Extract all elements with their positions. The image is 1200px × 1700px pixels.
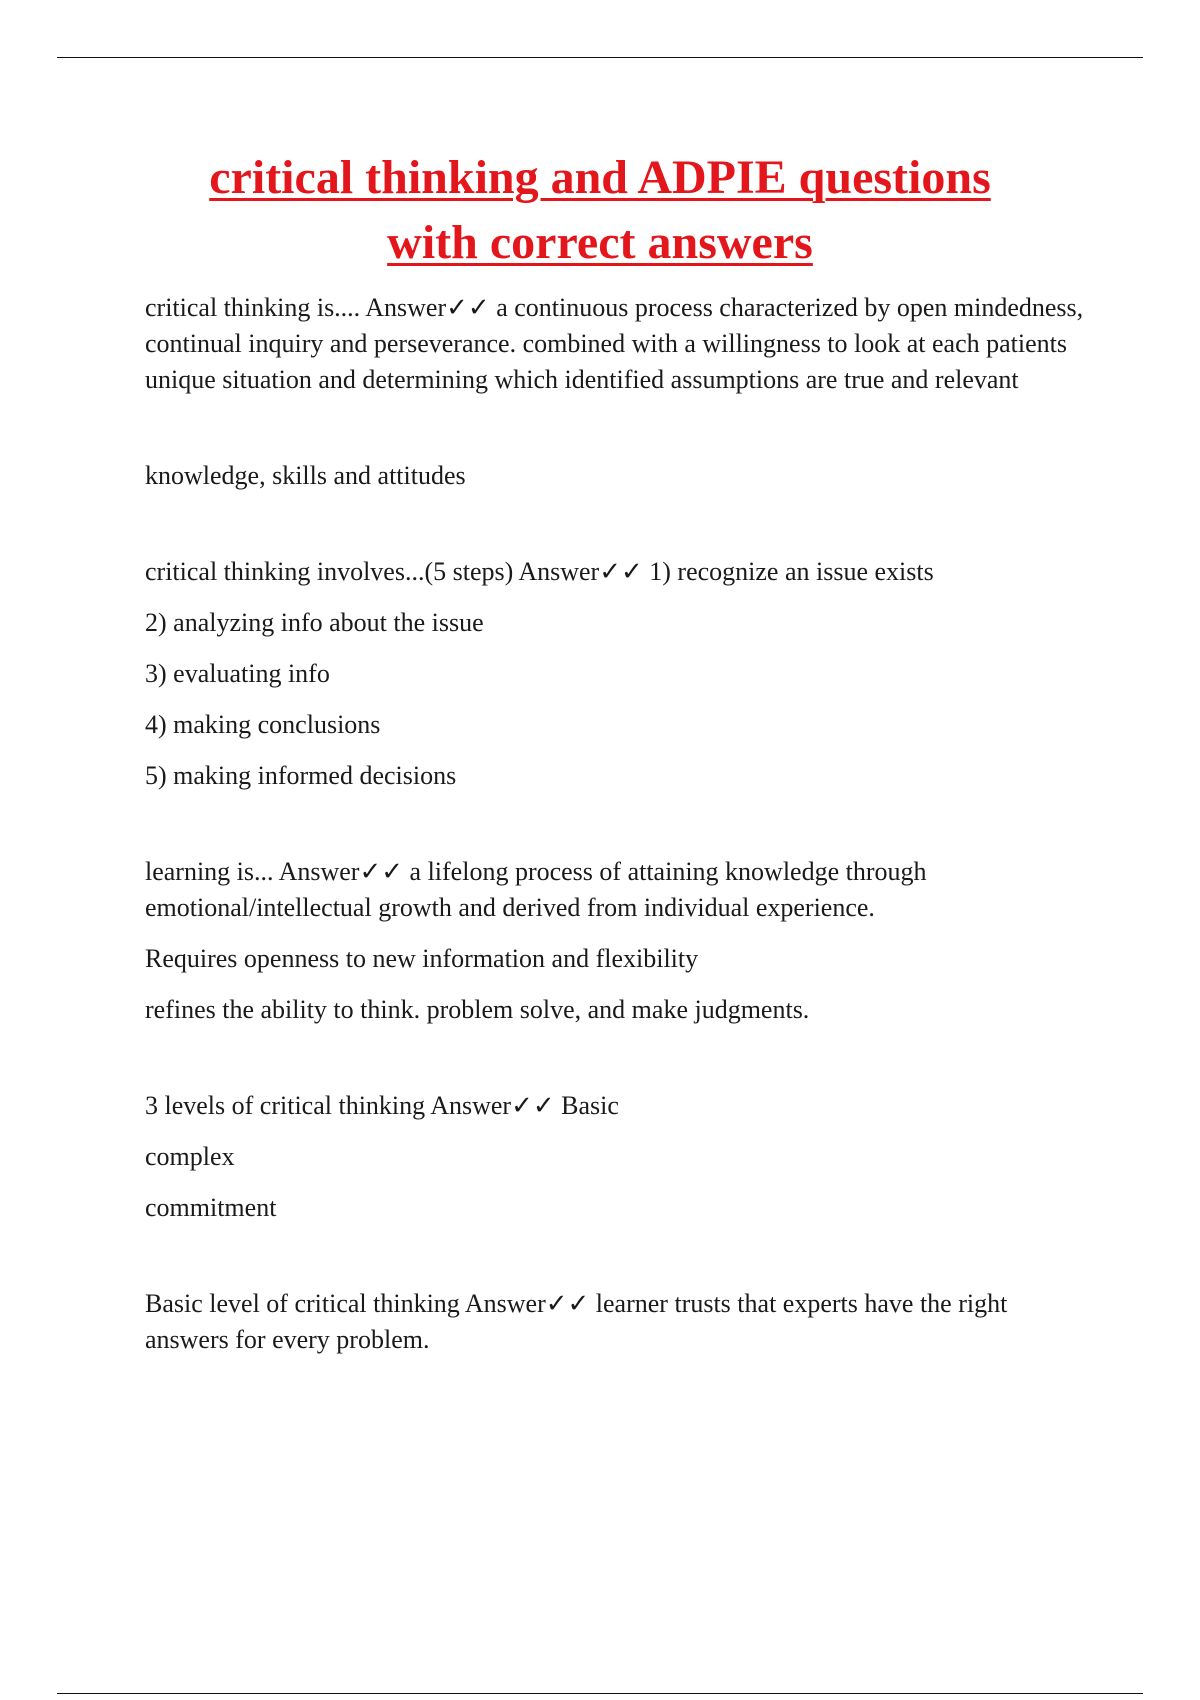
- qa-text: complex: [145, 1142, 235, 1171]
- qa-text: commitment: [145, 1193, 277, 1222]
- qa-text: 5) making informed decisions: [145, 761, 457, 790]
- title-line-1: critical thinking and ADPIE questions: [209, 151, 991, 204]
- qa-text: Basic level of critical thinking Answer✓✓ learner trusts that experts have the right answers for every problem.: [145, 1289, 1008, 1354]
- qa-entry: [145, 290, 1095, 398]
- qa-text: refines the ability to think. problem solve, and make judgments.: [145, 995, 810, 1024]
- title-line-2: with correct answers: [387, 216, 813, 269]
- document-title: [60, 145, 1140, 275]
- qa-entry: [145, 1286, 1095, 1358]
- qa-entry: [145, 458, 1095, 494]
- qa-entry: [145, 1088, 1095, 1226]
- qa-text: 2) analyzing info about the issue: [145, 608, 484, 637]
- qa-entry: [145, 854, 1095, 1028]
- bottom-rule: [57, 1693, 1143, 1694]
- qa-text: 3) evaluating info: [145, 659, 330, 688]
- qa-text: 4) making conclusions: [145, 710, 381, 739]
- top-rule: [57, 57, 1143, 58]
- qa-text: knowledge, skills and attitudes: [145, 461, 466, 490]
- qa-text: learning is... Answer✓✓ a lifelong process of attaining knowledge through emotional/intellectual growth and derived from individual experience.: [145, 857, 927, 922]
- qa-text: critical thinking involves...(5 steps) Answer✓✓ 1) recognize an issue exists: [145, 557, 934, 586]
- qa-text: 3 levels of critical thinking Answer✓✓ Basic: [145, 1091, 619, 1120]
- qa-text: Requires openness to new information and flexibility: [145, 944, 699, 973]
- qa-entry: [145, 554, 1095, 794]
- qa-text: critical thinking is.... Answer✓✓ a continuous process characterized by open mindedness, continual inquiry and perseverance. combined with a willingness to look at each patients unique situation and determining which identified assumptions are true and relevant: [145, 293, 1084, 394]
- document-body: [145, 290, 1095, 1418]
